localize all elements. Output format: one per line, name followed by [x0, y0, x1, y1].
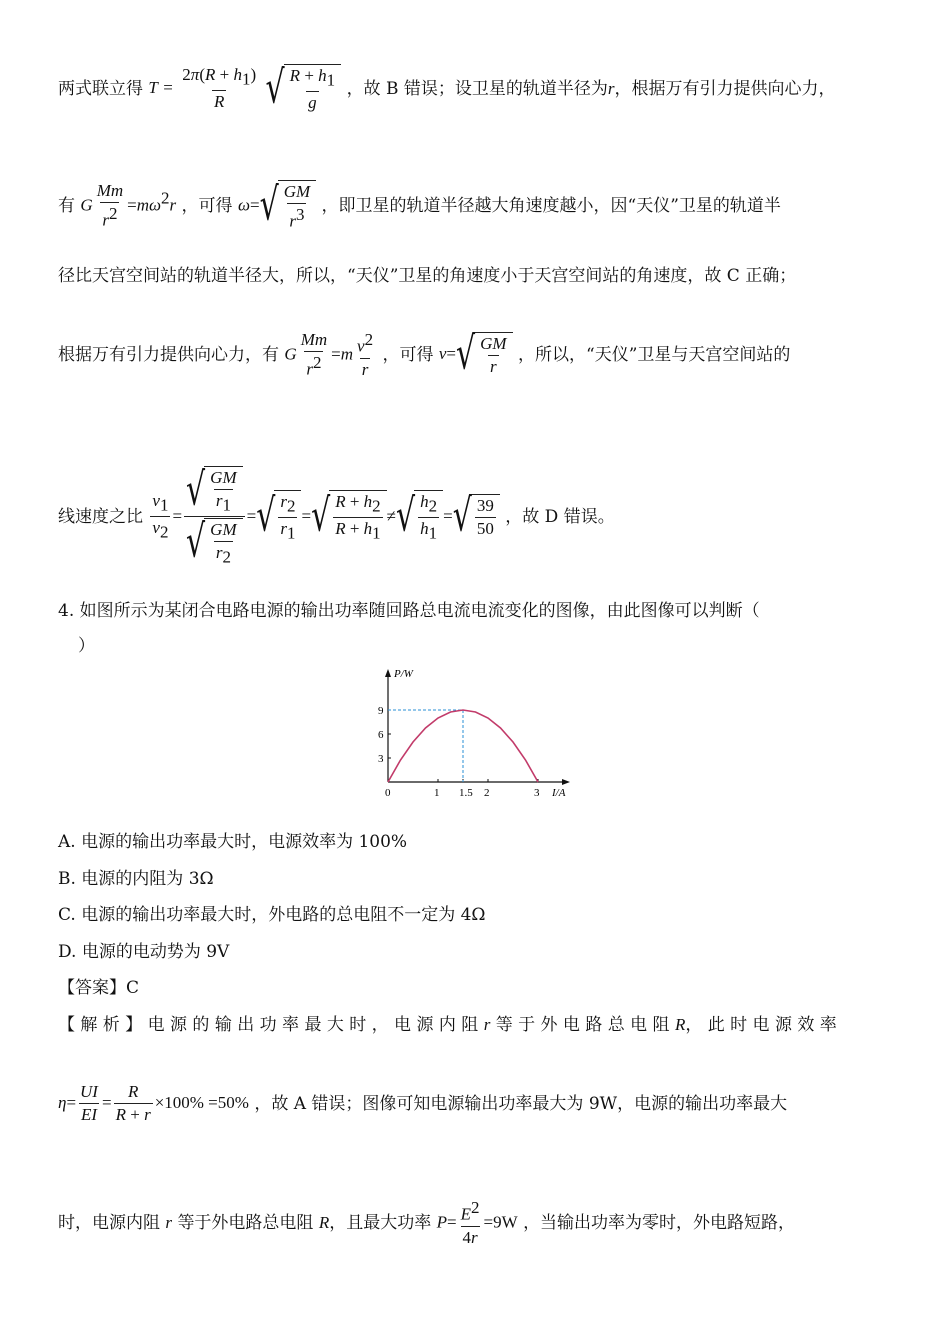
x-tick-label: 2 [484, 787, 490, 799]
analysis-line3-lead: 时，电源内阻 [58, 1212, 160, 1233]
option-b: B. 电源的内阻为 3Ω [58, 869, 214, 889]
analysis-line3-tail: ，当输出功率为零时，外电路短路， [523, 1212, 796, 1233]
y-tick-label: 6 [378, 729, 384, 741]
analysis-line-3 [58, 1198, 795, 1248]
x-tick-label: 0 [385, 787, 391, 799]
question-text: 4. 如图所示为某闭合电路电源的输出功率随回路总电流电流变化的图像，由此图像可以判断（ [58, 601, 760, 621]
y-axis-arrow [385, 669, 391, 677]
question-paren-close: ） [78, 636, 95, 656]
question-4 [58, 599, 760, 623]
formula-gravity-omega: G $\frac{Mm}{r^2}$ $=m\omega^2r$ [80, 181, 177, 230]
analysis-line-1 [58, 1013, 837, 1037]
option-c: C. 电源的输出功率最大时，外电路的总电阻不一定为 4Ω [58, 905, 486, 925]
text-line-5 [58, 463, 615, 569]
analysis-var-R: R [674, 1015, 686, 1034]
analysis-var-r: r [483, 1015, 491, 1034]
line2-mid: ，可得 [181, 195, 233, 216]
x-tick-label: 3 [534, 787, 540, 799]
x-tick-label: 1.5 [459, 787, 473, 799]
line5-lead: 线速度之比 [58, 506, 143, 527]
analysis-end: ， 此 时 电 源 效 率 [685, 1015, 837, 1035]
formula-period: T = $\frac{2\pi(R + h_1)}{R}$ √ $\frac{R + h_1}{g}$ [148, 64, 341, 113]
formula-velocity: v= √ $\frac{GM}{r}$ [439, 332, 513, 377]
var-r: r [607, 78, 615, 98]
analysis-var-r2: r [165, 1212, 173, 1232]
formula-gravity-velocity: G $\frac{Mm}{r^2}$ =m $\frac{v^2}{r}$ [284, 330, 374, 379]
analysis-line2-tail: ，故 A 错误；图像可知电源输出功率最大为 9W，电源的输出功率最大 [254, 1093, 788, 1114]
answer: 【答案】C [58, 978, 140, 998]
text-line-3 [58, 264, 796, 288]
line4-tail: ，所以，“天仪”卫星与天宫空间站的 [518, 344, 791, 365]
line2-lead: 有 [58, 195, 75, 216]
formula-max-power: P= $\frac{E^2}{4r}$ =9W [436, 1198, 518, 1247]
y-tick-label: 9 [378, 705, 384, 717]
option-a: A. 电源的输出功率最大时，电源效率为 100% [58, 832, 408, 852]
line4-mid: ，可得 [382, 344, 434, 365]
text-line-2 [58, 180, 781, 232]
y-tick-label: 3 [378, 753, 384, 765]
analysis-mid: 等 于 外 电 路 总 电 阻 [495, 1015, 670, 1035]
line3-text: 径比天宫空间站的轨道半径大，所以，“天仪”卫星的角速度小于天宫空间站的角速度，故 C 正确； [58, 266, 797, 286]
analysis-line3-b: 等于外电路总电阻 [177, 1212, 314, 1233]
y-axis-label: P/W [394, 668, 413, 680]
line1-tail2: ，根据万有引力提供向心力， [614, 78, 836, 99]
option-d: D. 电源的电动势为 9V [58, 942, 230, 962]
line1-tail: ，故 B 错误；设卫星的轨道半径为 [346, 78, 608, 99]
x-axis-arrow [562, 779, 570, 785]
line4-lead: 根据万有引力提供向心力，有 [58, 344, 279, 365]
line5-tail: ，故 D 错误。 [505, 506, 615, 527]
formula-efficiency: η= $\frac{UI}{EI}$ = $\frac{R}{R + r}$ ×100% =50% [58, 1082, 249, 1124]
text-line-1 [58, 61, 836, 115]
x-axis-label: I/A [552, 787, 566, 799]
power-current-chart [360, 663, 590, 803]
formula-velocity-ratio: $\frac{v_1}{v_2}$ = √ $\frac{GM}{r_1}$ √ $\frac{GM}{r_2}$ = √ $\frac{r_2}{r_1}$ = √ $\frac{R + h_2}{R + h_1}$ ≠ √ $\frac{h_2}{h_1}$ = √ $\frac{39}{50}$ [148, 466, 499, 568]
question-paren [78, 634, 95, 658]
analysis-line-2 [58, 1082, 787, 1125]
analysis-line3-c: ，且最大功率 [329, 1212, 432, 1233]
formula-omega: ω= √ $\frac{GM}{r^3}$ [238, 180, 316, 232]
analysis-lead: 【 解 析 】 电 源 的 输 出 功 率 最 大 时 ， 电 源 内 阻 [58, 1015, 479, 1035]
analysis-var-R2: R [318, 1212, 330, 1232]
line1-lead: 两式联立得 [58, 78, 143, 99]
x-tick-label: 1 [434, 787, 440, 799]
text-line-4 [58, 327, 791, 381]
line2-tail: ，即卫星的轨道半径越大角速度越小，因“天仪”卫星的轨道半 [321, 195, 781, 216]
